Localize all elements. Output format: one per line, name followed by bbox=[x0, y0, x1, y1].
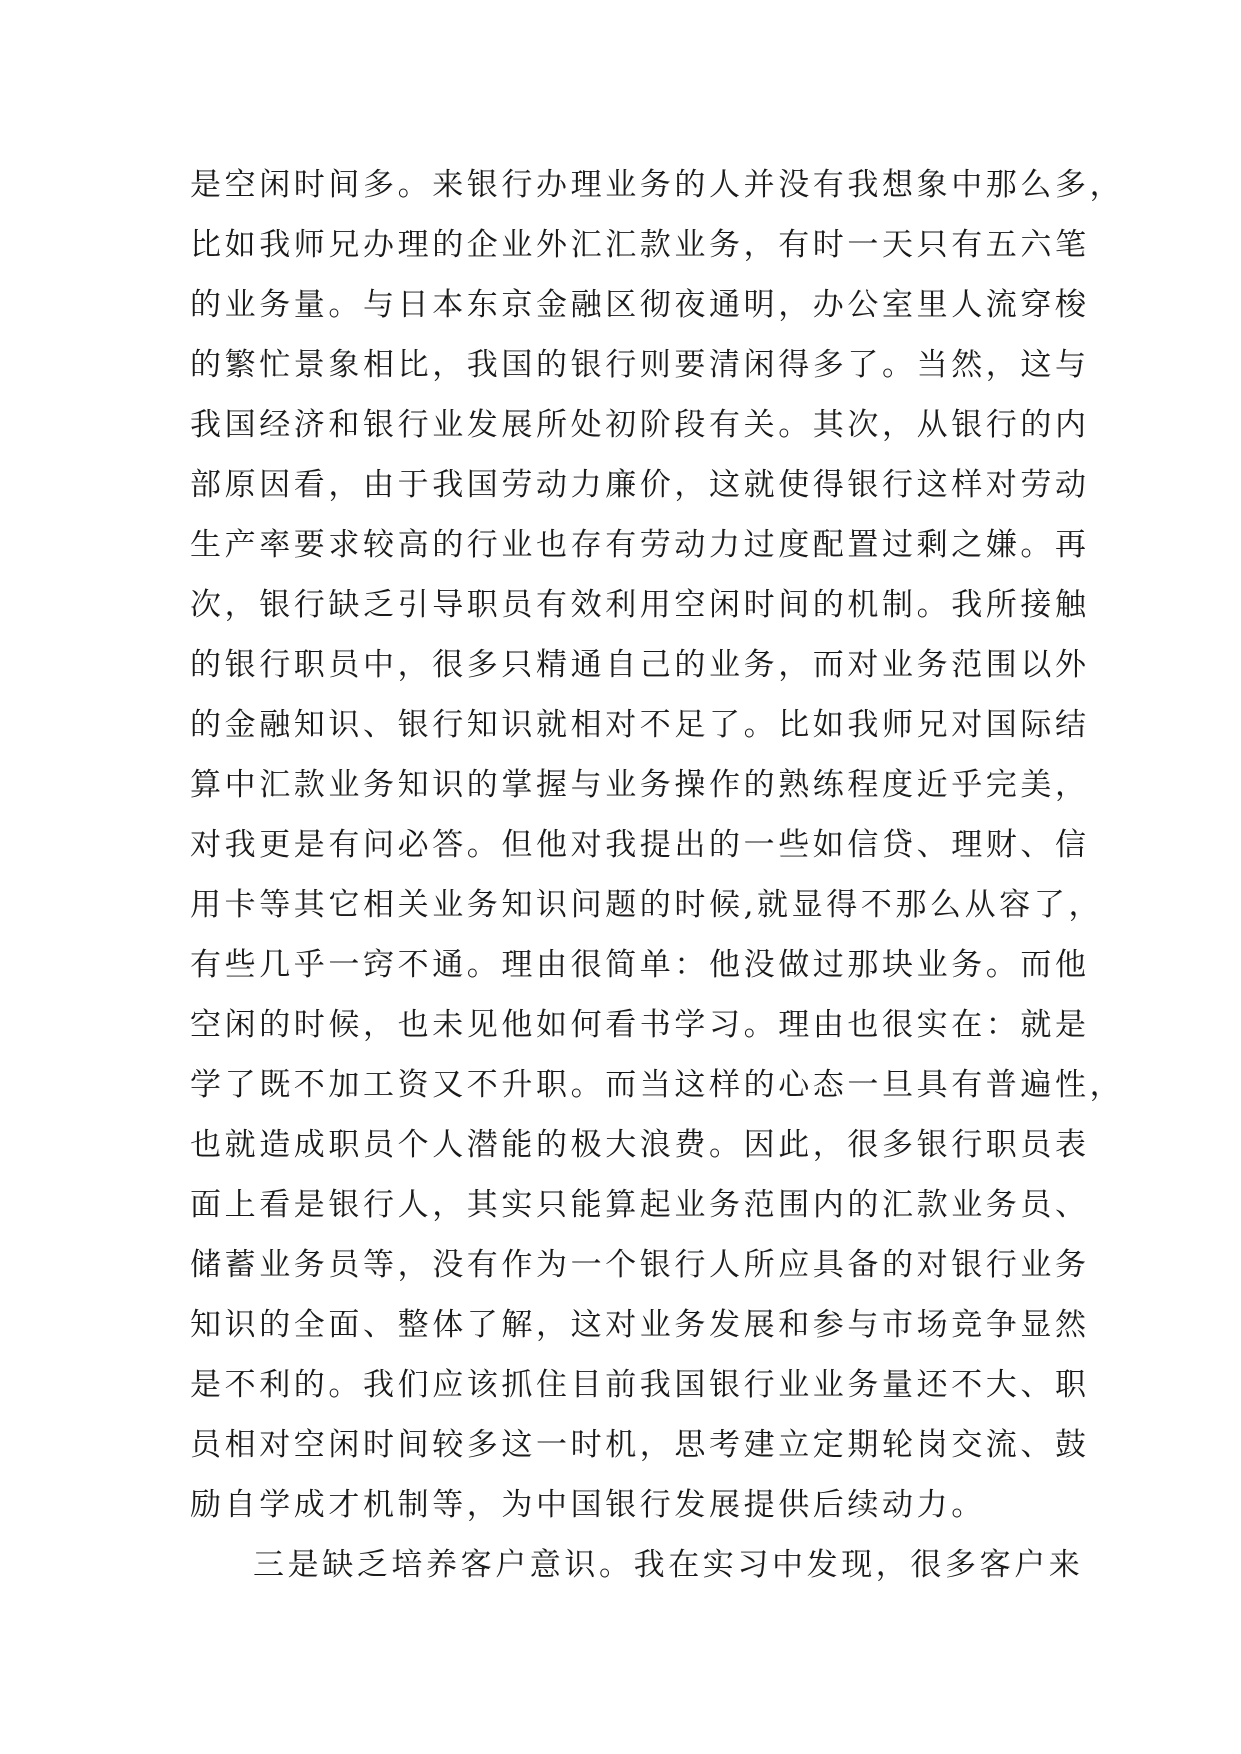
text-line: 学了既不加工资又不升职。而当这样的心态一旦具有普遍性， bbox=[190, 1067, 1125, 1103]
text-line: 空闲的时候，也未见他如何看书学习。理由也很实在：就是 bbox=[190, 1007, 1090, 1043]
text-line: 储蓄业务员等，没有作为一个银行人所应具备的对银行业务 bbox=[190, 1247, 1090, 1283]
text-line: 是空闲时间多。来银行办理业务的人并没有我想象中那么多， bbox=[190, 167, 1125, 203]
text-line: 员相对空闲时间较多这一时机，思考建立定期轮岗交流、鼓 bbox=[190, 1427, 1090, 1463]
text-line: 我国经济和银行业发展所处初阶段有关。其次，从银行的内 bbox=[190, 407, 1090, 443]
text-line: 面上看是银行人，其实只能算起业务范围内的汇款业务员、 bbox=[190, 1187, 1090, 1223]
text-line: 也就造成职员个人潜能的极大浪费。因此，很多银行职员表 bbox=[190, 1127, 1090, 1163]
text-line: 的业务量。与日本东京金融区彻夜通明，办公室里人流穿梭 bbox=[190, 287, 1090, 323]
text-line: 对我更是有问必答。但他对我提出的一些如信贷、理财、信 bbox=[190, 827, 1090, 863]
text-line: 知识的全面、整体了解，这对业务发展和参与市场竞争显然 bbox=[190, 1307, 1090, 1343]
text-line: 是不利的。我们应该抓住目前我国银行业业务量还不大、职 bbox=[190, 1367, 1090, 1403]
text-line: 的金融知识、银行知识就相对不足了。比如我师兄对国际结 bbox=[190, 707, 1090, 743]
text-line: 励自学成才机制等，为中国银行发展提供后续动力。 bbox=[190, 1487, 986, 1523]
text-line-paragraph-start: 三是缺乏培养客户意识。我在实习中发现，很多客户来 bbox=[253, 1547, 1084, 1583]
text-line: 用卡等其它相关业务知识问题的时候,就显得不那么从容了， bbox=[190, 887, 1104, 923]
text-line: 生产率要求较高的行业也存有劳动力过度配置过剩之嫌。再 bbox=[190, 527, 1090, 563]
text-line: 比如我师兄办理的企业外汇汇款业务，有时一天只有五六笔 bbox=[190, 227, 1090, 263]
text-line: 次，银行缺乏引导职员有效利用空闲时间的机制。我所接触 bbox=[190, 587, 1090, 623]
text-line: 的繁忙景象相比，我国的银行则要清闲得多了。当然，这与 bbox=[190, 347, 1090, 383]
text-line: 部原因看，由于我国劳动力廉价，这就使得银行这样对劳动 bbox=[190, 467, 1090, 503]
text-line: 的银行职员中，很多只精通自己的业务，而对业务范围以外 bbox=[190, 647, 1090, 683]
text-line: 有些几乎一窍不通。理由很简单：他没做过那块业务。而他 bbox=[190, 947, 1090, 983]
text-line: 算中汇款业务知识的掌握与业务操作的熟练程度近乎完美， bbox=[190, 767, 1090, 803]
